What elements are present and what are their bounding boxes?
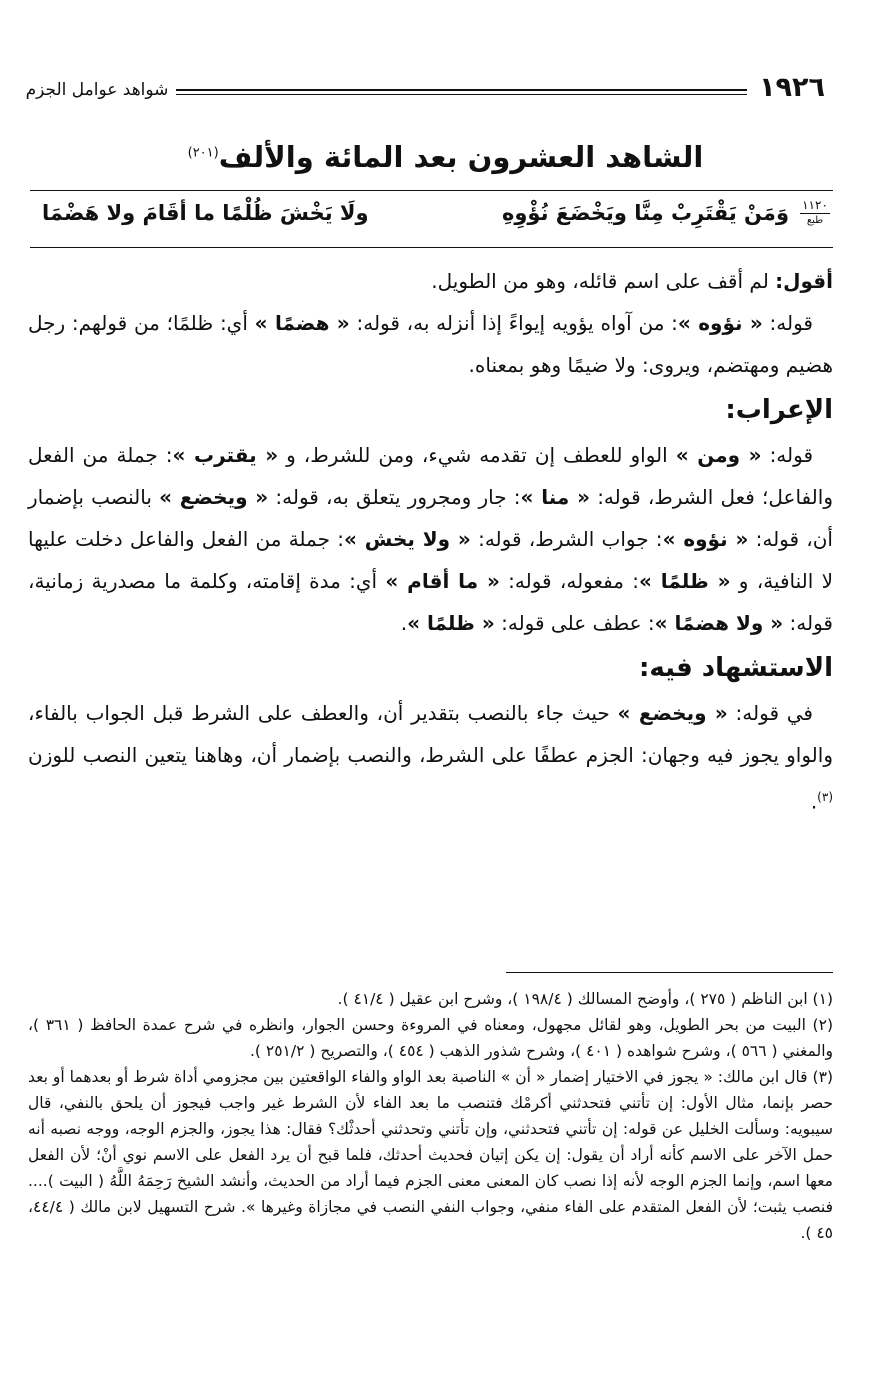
running-header: [22, 72, 825, 108]
header-rule: [176, 89, 747, 95]
keyword: « هضمًا »: [254, 311, 350, 335]
keyword: « يقترب »: [172, 443, 279, 467]
keyword: « ما أقام »: [385, 569, 500, 593]
text-run: : مفعوله، قوله:: [499, 569, 639, 593]
text-run: : جواب الشرط، قوله:: [470, 527, 663, 551]
section-title: [0, 140, 891, 174]
footnote-2: (٢) البيت من بحر الطويل، وهو لقائل مجهول، ومعناه في المروءة وحسن الجوار، وانظره في شرح عمدة الحافظ ( ٣٦١ )، والمغني ( ٥٦٦ )، وشرح شواهده ( ٤٠١ )، وشرح شذور الذهب ( ٤٥٤ )، والتصريح ( ٢٥١/٢ ).: [28, 1016, 833, 1060]
footnote-ref: (٣): [817, 790, 833, 804]
text-run: .: [400, 611, 408, 635]
section-title-ref: (٢٠١): [187, 145, 219, 161]
footnote-separator: [506, 972, 833, 973]
intro-paragraph: [28, 260, 833, 302]
verse-number-value: ١١٢٠: [797, 199, 833, 214]
text-run: في قوله:: [727, 701, 813, 725]
text-run: .: [810, 789, 818, 814]
keyword: « نؤوه »: [662, 527, 749, 551]
keyword: « ظلمًا »: [639, 569, 731, 593]
keyword: « منا »: [520, 485, 591, 509]
section-title-text: الشاهد العشرون بعد المائة والألف: [218, 140, 704, 174]
text-run: : جملة من الفعل والفاعل؛ فعل الشرط، قوله:: [28, 443, 833, 509]
intro-label: أقول:: [775, 269, 833, 293]
keyword: « ظلمًا »: [407, 611, 495, 635]
verse-edition-label: طبع: [806, 215, 824, 226]
keyword: « ولا يخش »: [343, 527, 471, 551]
text-run: : من آواه يؤويه إيواءً إذا أنزله به، قوله:: [349, 311, 678, 335]
i3rab-heading: الإعراب:: [725, 395, 833, 425]
verse-second-hemistich: ولَا يَخْشَ ظُلْمًا ما أقَامَ ولا هَضْمَا: [42, 201, 369, 225]
istishhad-heading: الاستشهاد فيه:: [638, 653, 833, 683]
text-run: : عطف على قوله:: [494, 611, 655, 635]
keyword: « ولا هضمًا »: [654, 611, 784, 635]
text-run: : جملة من الفعل والفاعل دخلت عليها لا النافية، و: [28, 527, 833, 593]
keyword: « ويخضع »: [617, 701, 728, 725]
text-run: أي: ظلمًا؛ من قولهم: رجل هضيم ومهتضم، ويروى: ولا ضيمًا وهو بمعناه.: [28, 311, 833, 377]
i3rab-paragraph: [28, 434, 833, 644]
verse-box: [30, 190, 833, 248]
istishhad-paragraph: [28, 692, 833, 823]
footnote-3: (٣) قال ابن مالك: « يجوز في الاختيار إضمار « أن » الناصبة بعد الواو والفاء الواقعتين بين مجزومي أداة شرط أو بعدهما أو بعد حصر بإنما، مثال الأول: إن تأتني فتحدثني أكرمْك فتنصب ما بعد الفاء لأن الشرط غير واجب فيجوز أن يلحق بالنفي، قال سيبويه: وسألت الخليل عن قوله: إن تأتني فتحدثني، وإن تأتني وتحدثني أحدثْك؟ فقال: هذا يجوز، والجزم الوجه، ووجه نصبه أنه حمل الآخر على الاسم كأنه أراد أن يقول: إن يكن إتيان فحديث أحدثك، فلما قبح أن يرد الفعل على الاسم نوي أنْ؛ لأن الفعل معها اسم، وإنما الجزم الوجه لأنه إذا نصب كان المعنى معنى الجزم فيما أراد من الحديث، وأنشد الشيخ رَحِمَهُ اللَّهُ ( البيت ).... فنصب يثبت؛ لأن الفعل المتقدم على الفاء منفي، وجواب النفي النصب في مجازاة وغيرها ». شرح التسهيل لابن مالك ( ٤٤/٤، ٤٥ ).: [28, 1068, 833, 1242]
footnote-1: (١) ابن الناظم ( ٢٧٥ )، وأوضح المسالك ( ١٩٨/٤ )، وشرح ابن عقيل ( ٤١/٤ ).: [337, 990, 833, 1008]
body-text: [28, 260, 833, 823]
keyword: « ومن »: [675, 443, 762, 467]
text-run: قوله:: [762, 311, 813, 335]
text-run: أي: مدة إقامته، وكلمة ما مصدرية زمانية، قوله:: [28, 569, 833, 635]
page-number: ١٩٢٦: [759, 72, 825, 103]
keyword: « ويخضع »: [159, 485, 269, 509]
verse-first-hemistich: وَمَنْ يَقْتَرِبْ مِنَّا ويَخْضَعَ نُؤْوِهِ: [501, 201, 789, 225]
text-run: الواو للعطف إن تقدمه شيء، ومن للشرط، و: [278, 443, 676, 467]
text-run: بالنصب بإضمار أن، قوله:: [28, 485, 833, 551]
verse-number: [797, 199, 833, 226]
keyword: « نؤوه »: [677, 311, 763, 335]
running-title: شواهد عوامل الجزم: [25, 80, 169, 100]
text-run: حيث جاء بالنصب بتقدير أن، والعطف على الشرط قبل الجواب بالفاء، والواو يجوز فيه وجهان: الجزم عطفًا على الشرط، والنصب بإضمار أن، وهاهنا يتعين النصب للوزن: [28, 701, 833, 767]
footnotes: [28, 986, 833, 1246]
text-run: قوله:: [761, 443, 814, 467]
text-run: : جار ومجرور يتعلق به، قوله:: [268, 485, 521, 509]
glossary-paragraph: [28, 302, 833, 386]
intro-text: لم أقف على اسم قائله، وهو من الطويل.: [431, 269, 776, 293]
